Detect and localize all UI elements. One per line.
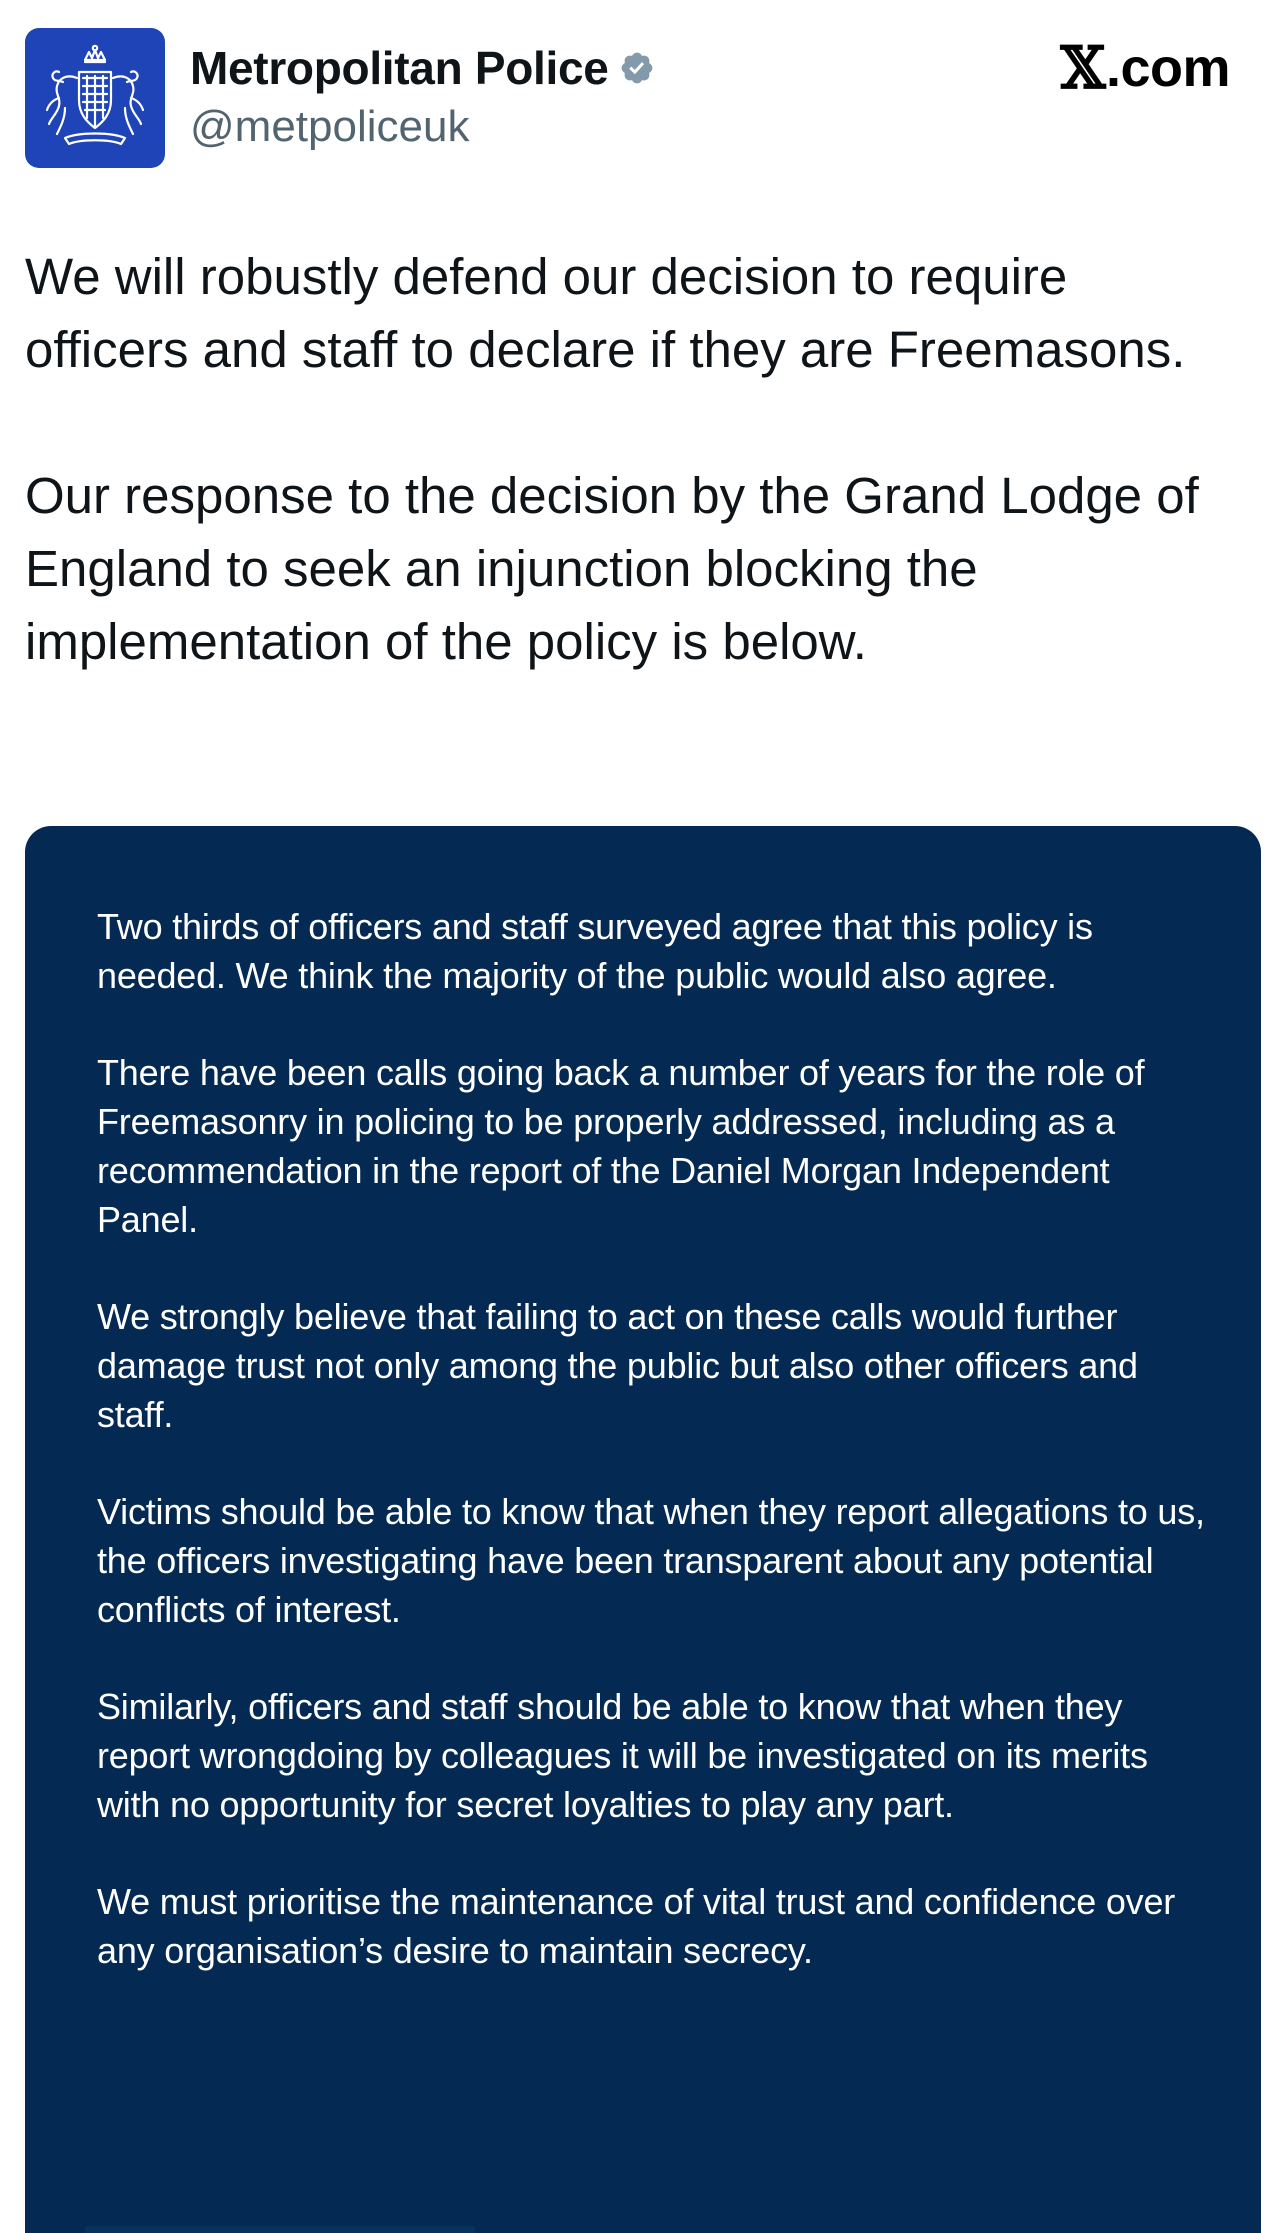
verified-badge-icon: [619, 50, 655, 86]
met-police-crest-icon: [35, 38, 155, 158]
tweet-header: [0, 0, 1286, 180]
avatar[interactable]: [25, 28, 165, 168]
statement-image[interactable]: [25, 826, 1261, 2233]
x-logo-icon: 𝕏: [1060, 34, 1105, 102]
statement-paragraph: There have been calls going back a number of years for the role of Freemasonry in policing to be properly addressed, including as a recommendation in the report of the Daniel Morgan Independent Panel.: [97, 1052, 1145, 1240]
statement-footer-strip: [85, 2226, 475, 2233]
tweet-paragraph: Our response to the decision by the Grand Lodge of England to seek an injunction blocking the implementation of the policy is below.: [25, 467, 1199, 670]
statement-paragraph: We must prioritise the maintenance of vital trust and confidence over any organisation’s desire to maintain secrecy.: [97, 1881, 1176, 1971]
display-name[interactable]: Metropolitan Police: [190, 42, 609, 94]
statement-paragraph: We strongly believe that failing to act on these calls would further damage trust not only among the public but also other officers and staff.: [97, 1296, 1138, 1435]
display-name-row: [190, 36, 655, 100]
tweet-text: [25, 240, 1235, 678]
x-com-watermark: [1060, 36, 1230, 100]
statement-paragraph: Victims should be able to know that when they report allegations to us, the officers investigating have been transparent about any potential conflicts of interest.: [97, 1491, 1205, 1630]
statement-paragraph: Two thirds of officers and staff surveyed agree that this policy is needed. We think the majority of the public would also agree.: [97, 906, 1093, 996]
statement-body: [97, 902, 1207, 1975]
tweet-paragraph: We will robustly defend our decision to require officers and staff to declare if they are Freemasons.: [25, 248, 1186, 378]
handle[interactable]: @metpoliceuk: [190, 102, 470, 151]
name-block: [190, 36, 655, 152]
brand-domain: .com: [1105, 38, 1230, 98]
statement-paragraph: Similarly, officers and staff should be able to know that when they report wrongdoing by colleagues it will be investigated on its merits with no opportunity for secret loyalties to play any part.: [97, 1686, 1148, 1825]
